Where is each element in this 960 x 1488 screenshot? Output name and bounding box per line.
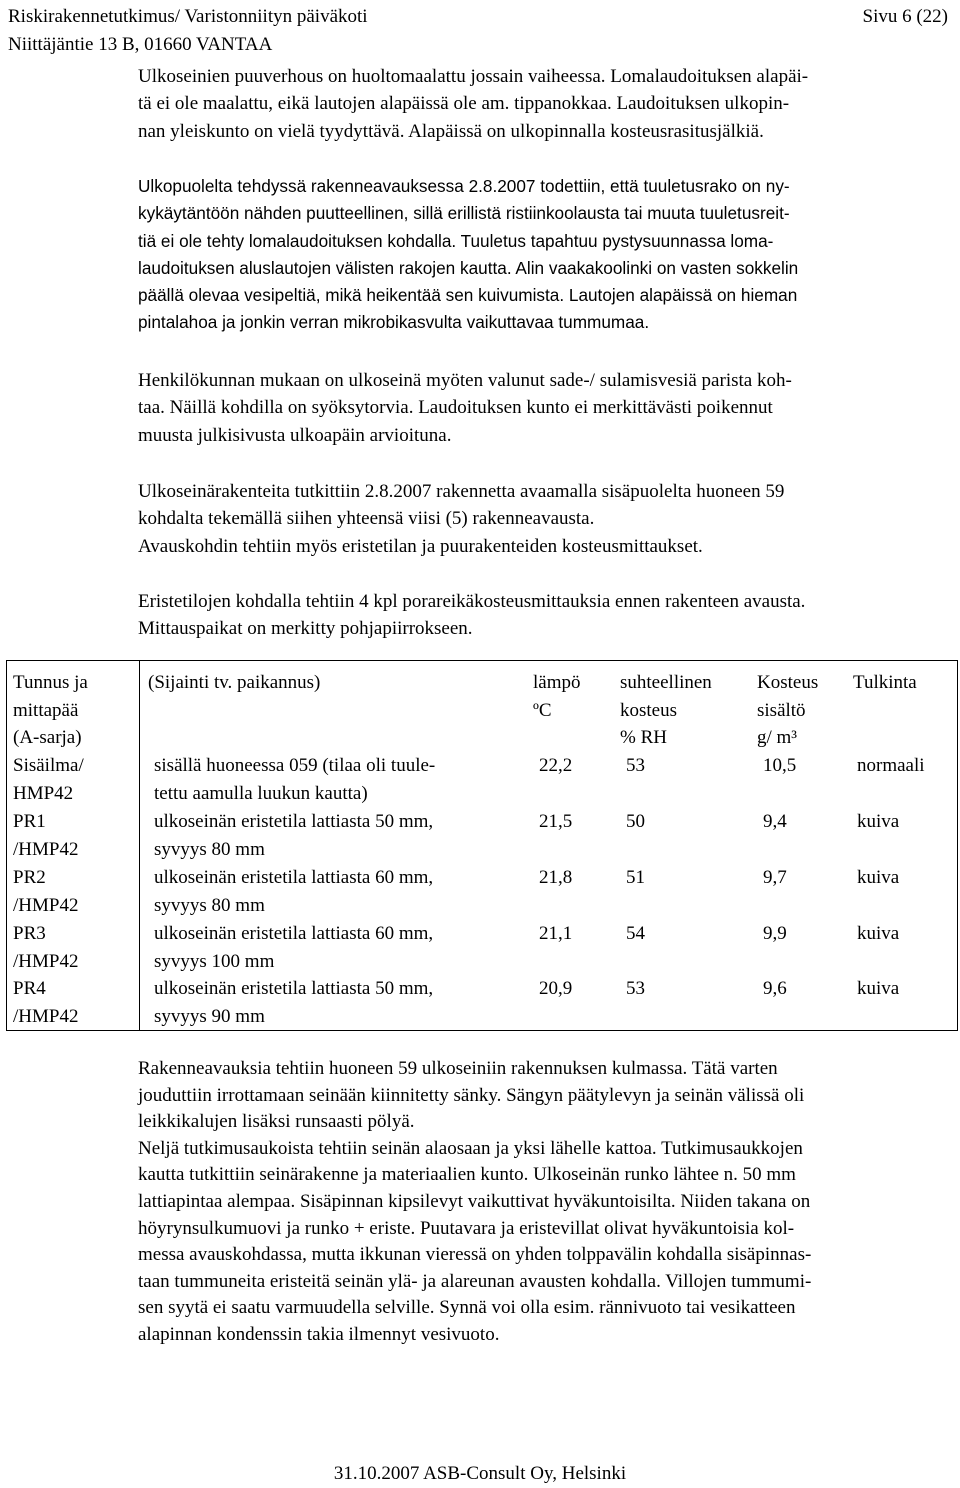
row-moisture-content: 10,5 [763,755,797,776]
row-relative-humidity: 53 [626,978,645,999]
header-text: mittapää [13,699,79,721]
header-cell-relative-humidity [620,669,712,752]
row-id: /HMP42 [13,950,79,972]
row-relative-humidity: 50 [626,811,645,832]
paragraph-outer-opening [138,173,948,337]
page-header [8,3,948,59]
text-line: taan tummuneita eristeitä seinän ylä- ja alareunan avausten kohdalla. Villojen tummumi- [138,1270,812,1292]
row-id: /HMP42 [13,1005,79,1027]
header-cell-interpretation [853,669,917,697]
text-line: tiä ei ole tehty lomalaudoituksen kohdalla. Tuuletus tapahtuu pystysuunnassa loma- [138,230,774,251]
row-moisture-content: 9,9 [763,923,787,944]
text-line: kautta tutkittiin seinärakenne ja materiaalien kunto. Ulkoseinän runko lähtee n. 50 mm [138,1164,796,1186]
row-id-cell [13,808,78,863]
row-temperature: 21,8 [539,867,573,888]
text-line: Ulkoseinien puuverhous on huoltomaalattu jossain vaiheessa. Lomalaudoituksen alapäi- [138,66,809,87]
row-interpretation: kuiva [857,978,900,999]
row-location-cell [154,975,433,1030]
text-line: jouduttiin irrottamaan seinään kiinnitetty sänky. Sängyn päätylevyn ja seinän välissä oli [138,1084,805,1106]
row-id: /HMP42 [13,894,79,916]
text-line: Eristetilojen kohdalla tehtiin 4 kpl porareikäkosteusmittauksia ennen rakenteen avausta. [138,591,806,612]
text-line: höyrynsulkumuovi ja runko + eriste. Puutavara ja eristevillat olivat hyväkuntoisia kol- [138,1217,795,1239]
row-location: syvyys 80 mm [154,838,265,860]
header-cell-location [148,669,320,697]
text-line: Avauskohdin tehtiin myös eristetilan ja puurakenteiden kosteusmittaukset. [138,535,703,557]
text-line: messa avauskohdassa, mutta ikkunan vieressä on yhden tolppavälin kohdalla sisäpinnas- [138,1244,812,1266]
row-id-cell [13,920,78,975]
row-location: ulkoseinän eristetila lattiasta 50 mm, [154,978,434,999]
row-location: syvyys 80 mm [154,894,265,916]
header-text: (A-sarja) [13,727,82,748]
text-line: kykäytäntöön nähden puutteellinen, sillä erillistä ristiinkoolausta tai muuta tuuletusreit- [138,203,790,224]
paragraph-staff-report [138,367,948,449]
row-moisture-content: 9,6 [763,978,787,999]
page-number: Sivu 6 (22) [862,6,948,27]
text-line: muusta julkisivusta ulkoapäin arvioituna. [138,424,452,446]
paragraph-cladding [138,63,948,145]
header-cell-moisture-content [757,669,818,752]
text-line: leikkikalujen lisäksi runsaasti pölyä. [138,1111,415,1133]
table-border-top [6,660,958,661]
row-location: ulkoseinän eristetila lattiasta 50 mm, [154,811,434,832]
row-id: PR3 [13,923,46,944]
table-border-left [6,660,7,1031]
text-line: laudoituksen aluslautojen välisten rakojen kautta. Alin vaakakoolinki on vasten sokkelin [138,257,799,278]
row-temperature: 21,5 [539,811,573,832]
row-id: HMP42 [13,782,74,804]
text-line: pintalahoa ja jonkin verran mikrobikasvulta vaikuttavaa tummumaa. [138,312,650,333]
document-title: Riskirakennetutkimus/ Varistonniityn päiväkoti [8,6,368,27]
row-relative-humidity: 54 [626,923,645,944]
text-line: Henkilökunnan mukaan on ulkoseinä myöten valunut sade-/ sulamisvesiä parista koh- [138,370,792,391]
header-text: sisältö [757,699,806,721]
text-line: sen syytä ei saatu varmuudella selville. Synnä voi olla esim. rännivuoto tai vesikatteen [138,1297,796,1319]
row-id: Sisäilma/ [13,755,84,776]
page-footer: 31.10.2007 ASB-Consult Oy, Helsinki [333,1463,627,1484]
text-line: alapinnan kondenssin takia ilmennyt vesivuoto. [138,1323,500,1345]
row-id: PR4 [13,978,46,999]
row-location-cell [154,864,433,919]
text-line: tä ei ole maalattu, eikä lautojen alapäissä ole am. tippanokkaa. Laudoituksen ulkopin- [138,93,790,115]
row-location-cell [154,920,433,975]
paragraph-measurements [138,588,948,643]
site-address: Niittäjäntie 13 B, 01660 VANTAA [8,34,273,55]
row-location: syvyys 90 mm [154,1005,265,1027]
row-id-cell [13,752,84,807]
row-location: sisällä huoneessa 059 (tilaa oli tuule- [154,755,436,776]
row-moisture-content: 9,7 [763,867,787,888]
header-text: kosteus [620,699,677,721]
row-interpretation: normaali [857,755,925,776]
table-column-divider [139,660,140,1031]
text-line: Ulkoseinärakenteita tutkittiin 2.8.2007 rakennetta avaamalla sisäpuolelta huoneen 59 [138,481,785,502]
header-text: ºC [533,699,552,721]
row-relative-humidity: 51 [626,867,645,888]
text-line: Mittauspaikat on merkitty pohjapiirrokseen. [138,618,473,640]
row-id-cell [13,864,78,919]
row-temperature: 20,9 [539,978,573,999]
table-border-right [957,660,958,1031]
row-id: /HMP42 [13,838,79,860]
header-cell-id [13,669,88,752]
header-text: g/ m³ [757,727,798,748]
row-interpretation: kuiva [857,867,900,888]
text-line: Rakenneavauksia tehtiin huoneen 59 ulkoseiniin rakennuksen kulmassa. Tätä varten [138,1058,778,1079]
text-line: kohdalta tekemällä siihen yhteensä viisi (5) rakenneavausta. [138,508,595,530]
row-temperature: 21,1 [539,923,573,944]
row-moisture-content: 9,4 [763,811,787,832]
row-temperature: 22,2 [539,755,573,776]
header-text: lämpö [533,672,581,693]
header-text: Tunnus ja [13,672,88,693]
row-interpretation: kuiva [857,923,900,944]
row-interpretation: kuiva [857,811,900,832]
text-line: lattiapintaa alempaa. Sisäpinnan kipsilevyt vaikuttivat hyväkuntoisilta. Niiden takana on [138,1190,811,1212]
row-relative-humidity: 53 [626,755,645,776]
text-line: Ulkopuolelta tehdyssä rakenneavauksessa 2.8.2007 todettiin, että tuuletusrako on ny- [138,176,790,196]
row-location-cell [154,808,433,863]
row-id-cell [13,975,78,1030]
header-text: (Sijainti tv. paikannus) [148,672,321,693]
row-location: syvyys 100 mm [154,950,275,972]
row-location: ulkoseinän eristetila lattiasta 60 mm, [154,867,434,888]
row-id: PR2 [13,867,46,888]
header-text: % RH [620,727,667,748]
text-line: taa. Näillä kohdilla on syöksytorvia. Laudoituksen kunto ei merkittävästi poikennut [138,397,773,419]
moisture-measurement-table [6,660,958,1031]
text-line: päällä olevaa vesipeltiä, mikä heikentää sen kuivumista. Lautojen alapäissä on hieman [138,285,798,306]
row-location-cell [154,752,435,807]
table-border-bottom [6,1030,958,1031]
paragraph-inner-openings [138,478,948,560]
row-location: tettu aamulla luukun kautta) [154,782,368,804]
paragraph-opening-findings [138,1056,948,1349]
text-line: Neljä tutkimusaukoista tehtiin seinän alaosaan ja yksi lähelle kattoa. Tutkimusaukkojen [138,1137,803,1159]
header-cell-temperature [533,669,581,724]
header-text: suhteellinen [620,672,712,693]
row-location: ulkoseinän eristetila lattiasta 60 mm, [154,923,434,944]
row-id: PR1 [13,811,46,832]
header-text: Tulkinta [853,672,917,693]
text-line: nan yleiskunto on vielä tyydyttävä. Alapäissä on ulkopinnalla kosteusrasitusjälkiä. [138,120,764,142]
header-text: Kosteus [757,672,819,693]
